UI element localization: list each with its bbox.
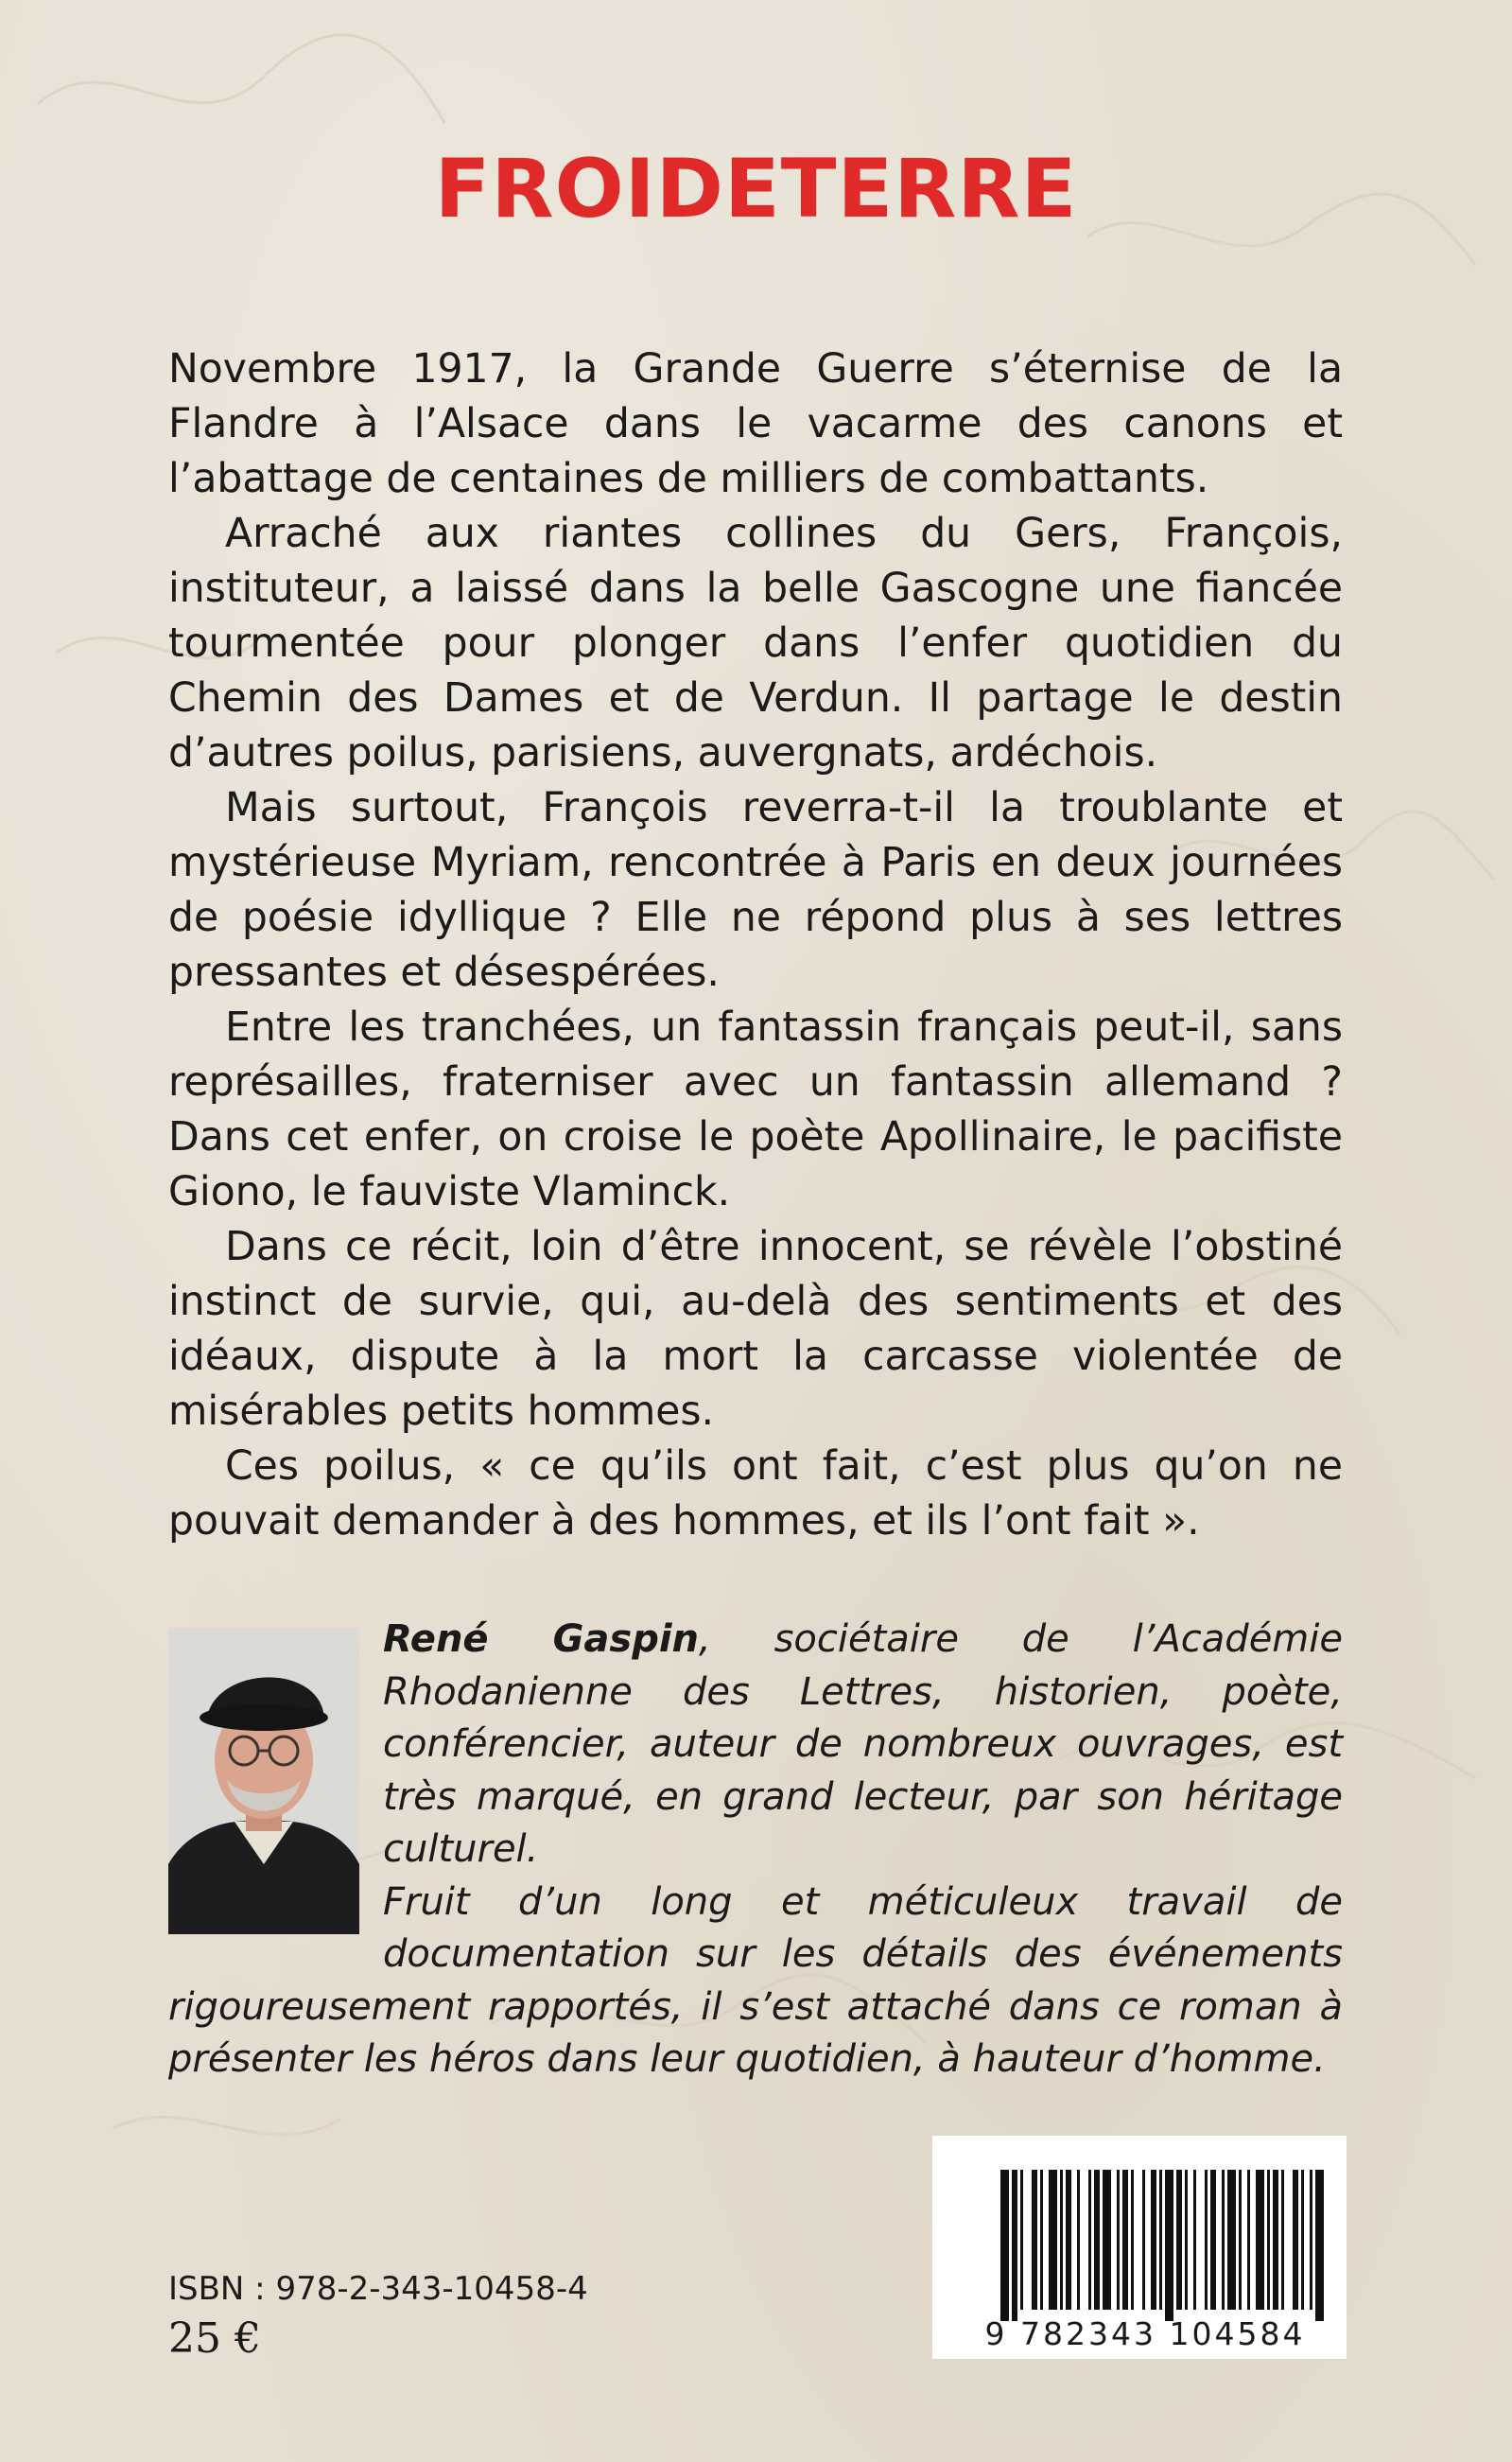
- isbn-label: ISBN : 978-2-343-10458-4: [168, 2270, 588, 2308]
- barcode: [932, 2136, 1347, 2359]
- blurb-paragraph: Arraché aux riantes collines du Gers, François, instituteur, a laissé dans la belle Gascogne une fiancée tourmentée pour plonger dans l’enfer quotidien du Chemin des Dames et de Verdun. Il partage le destin d’autres poilus, parisiens, auvergnats, ardéchois.: [168, 511, 1343, 777]
- author-name: René Gaspin: [383, 1617, 700, 1661]
- price-label: 25 €: [168, 2314, 261, 2363]
- barcode-number: 9 782343 104584: [984, 2315, 1306, 2352]
- author-photo: [168, 1628, 359, 1934]
- author-section: [168, 1614, 1343, 2087]
- blurb-paragraph: Entre les tranchées, un fantassin français peut-il, sans représailles, fraterniser avec un fantassin allemand ? Dans cet enfer, on croise le poète Apollinaire, le pacifiste Giono, le fauviste Vlaminck.: [168, 1004, 1343, 1215]
- blurb-paragraph: Ces poilus, « ce qu’ils ont fait, c’est plus qu’on ne pouvait demander à des hommes, et ils l’ont fait ».: [168, 1443, 1343, 1545]
- book-title: FROIDETERRE: [434, 142, 1078, 236]
- blurb-paragraph: Novembre 1917, la Grande Guerre s’éternise de la Flandre à l’Alsace dans le vacarme des canons et l’abattage de centaines de milliers de combattants.: [168, 346, 1343, 502]
- blurb-paragraph: Mais surtout, François reverra-t-il la troublante et mystérieuse Myriam, rencontrée à Paris en deux journées de poésie idyllique ? Elle ne répond plus à ses lettres pressantes et désespérées.: [168, 785, 1343, 996]
- author-bio-text: , sociétaire de l’Académie Rhodanienne des Lettres, historien, poète, conférencier, auteur de nombreux ouvrages, est très marqué, en grand lecteur, par son héritage culturel.: [383, 1617, 1343, 1871]
- blurb-paragraph: Dans ce récit, loin d’être innocent, se révèle l’obstiné instinct de survie, qui, au-delà des sentiments et des idéaux, dispute à la mort la carcasse violentée de misérables petits hommes.: [168, 1224, 1343, 1435]
- book-blurb: [168, 342, 1343, 1549]
- author-bio-text-2: Fruit d’un long et méticuleux travail de documentation sur les détails des événements rigoureusement rapportés, il s’est attaché dans ce roman à présenter les héros dans leur quotidien, à hauteur d’homme.: [168, 1879, 1343, 2081]
